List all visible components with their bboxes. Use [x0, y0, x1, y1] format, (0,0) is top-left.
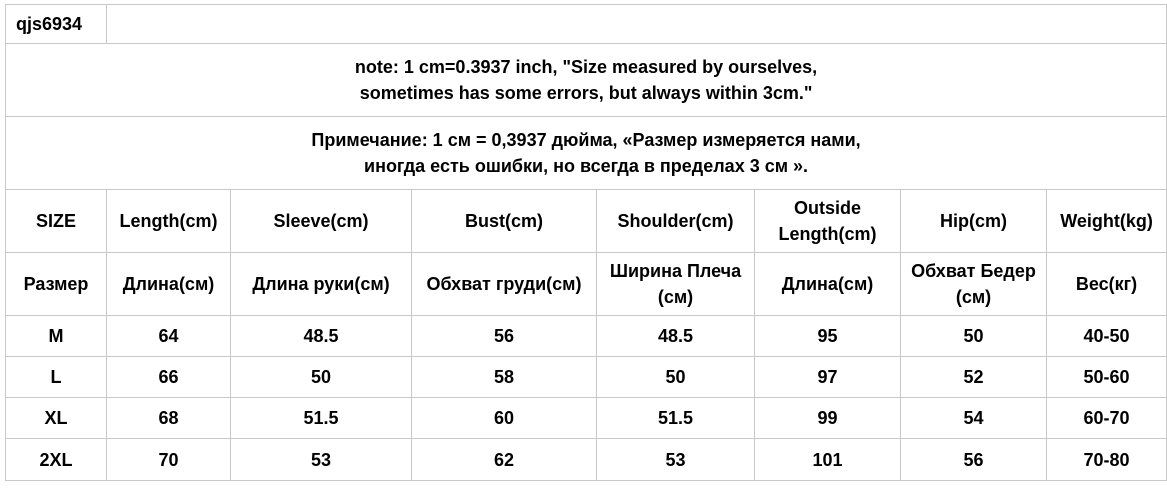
hip-cell: 52	[901, 357, 1047, 398]
header-length: Length(cm)	[107, 190, 231, 253]
length-cell: 64	[107, 316, 231, 357]
hip-cell: 50	[901, 316, 1047, 357]
outside-length-cell: 99	[755, 398, 901, 439]
bust-cell: 58	[412, 357, 597, 398]
header-ru-hip: Обхват Бедер (см)	[901, 253, 1047, 316]
header-size: SIZE	[6, 190, 107, 253]
weight-cell: 70-80	[1047, 439, 1167, 481]
header-row-english	[6, 190, 1167, 253]
header-ru-weight: Вес(кг)	[1047, 253, 1167, 316]
shoulder-cell: 50	[597, 357, 755, 398]
weight-cell: 50-60	[1047, 357, 1167, 398]
size-chart-table	[5, 4, 1167, 481]
note-en-row	[6, 44, 1167, 117]
length-cell: 66	[107, 357, 231, 398]
size-cell: XL	[6, 398, 107, 439]
bust-cell: 56	[412, 316, 597, 357]
size-cell: M	[6, 316, 107, 357]
length-cell: 70	[107, 439, 231, 481]
sleeve-cell: 51.5	[231, 398, 412, 439]
sleeve-cell: 50	[231, 357, 412, 398]
header-bust: Bust(cm)	[412, 190, 597, 253]
bust-cell: 62	[412, 439, 597, 481]
hip-cell: 56	[901, 439, 1047, 481]
table-row	[6, 357, 1167, 398]
outside-length-cell: 101	[755, 439, 901, 481]
hip-cell: 54	[901, 398, 1047, 439]
product-code-row	[6, 5, 1167, 44]
header-shoulder: Shoulder(cm)	[597, 190, 755, 253]
header-ru-size: Размер	[6, 253, 107, 316]
size-cell: L	[6, 357, 107, 398]
header-sleeve: Sleeve(cm)	[231, 190, 412, 253]
sleeve-cell: 53	[231, 439, 412, 481]
note-ru-row	[6, 117, 1167, 190]
sleeve-cell: 48.5	[231, 316, 412, 357]
note-russian: Примечание: 1 см = 0,3937 дюйма, «Размер измеряется нами, иногда есть ошибки, но всегда в пределах 3 см ».	[6, 117, 1167, 190]
header-ru-bust: Обхват груди(см)	[412, 253, 597, 316]
shoulder-cell: 53	[597, 439, 755, 481]
header-row-russian	[6, 253, 1167, 316]
weight-cell: 60-70	[1047, 398, 1167, 439]
header-ru-length: Длина(см)	[107, 253, 231, 316]
outside-length-cell: 95	[755, 316, 901, 357]
shoulder-cell: 51.5	[597, 398, 755, 439]
bust-cell: 60	[412, 398, 597, 439]
shoulder-cell: 48.5	[597, 316, 755, 357]
header-hip: Hip(cm)	[901, 190, 1047, 253]
size-cell: 2XL	[6, 439, 107, 481]
length-cell: 68	[107, 398, 231, 439]
header-ru-sleeve: Длина руки(см)	[231, 253, 412, 316]
product-code: qjs6934	[6, 5, 107, 44]
header-weight: Weight(kg)	[1047, 190, 1167, 253]
header-outside-length: Outside Length(cm)	[755, 190, 901, 253]
header-ru-outside-length: Длина(см)	[755, 253, 901, 316]
header-ru-shoulder: Ширина Плеча (см)	[597, 253, 755, 316]
weight-cell: 40-50	[1047, 316, 1167, 357]
outside-length-cell: 97	[755, 357, 901, 398]
table-row	[6, 439, 1167, 481]
empty-cell	[107, 5, 1167, 44]
note-english: note: 1 cm=0.3937 inch, "Size measured by ourselves, sometimes has some errors, but always within 3cm."	[6, 44, 1167, 117]
table-row	[6, 316, 1167, 357]
table-row	[6, 398, 1167, 439]
